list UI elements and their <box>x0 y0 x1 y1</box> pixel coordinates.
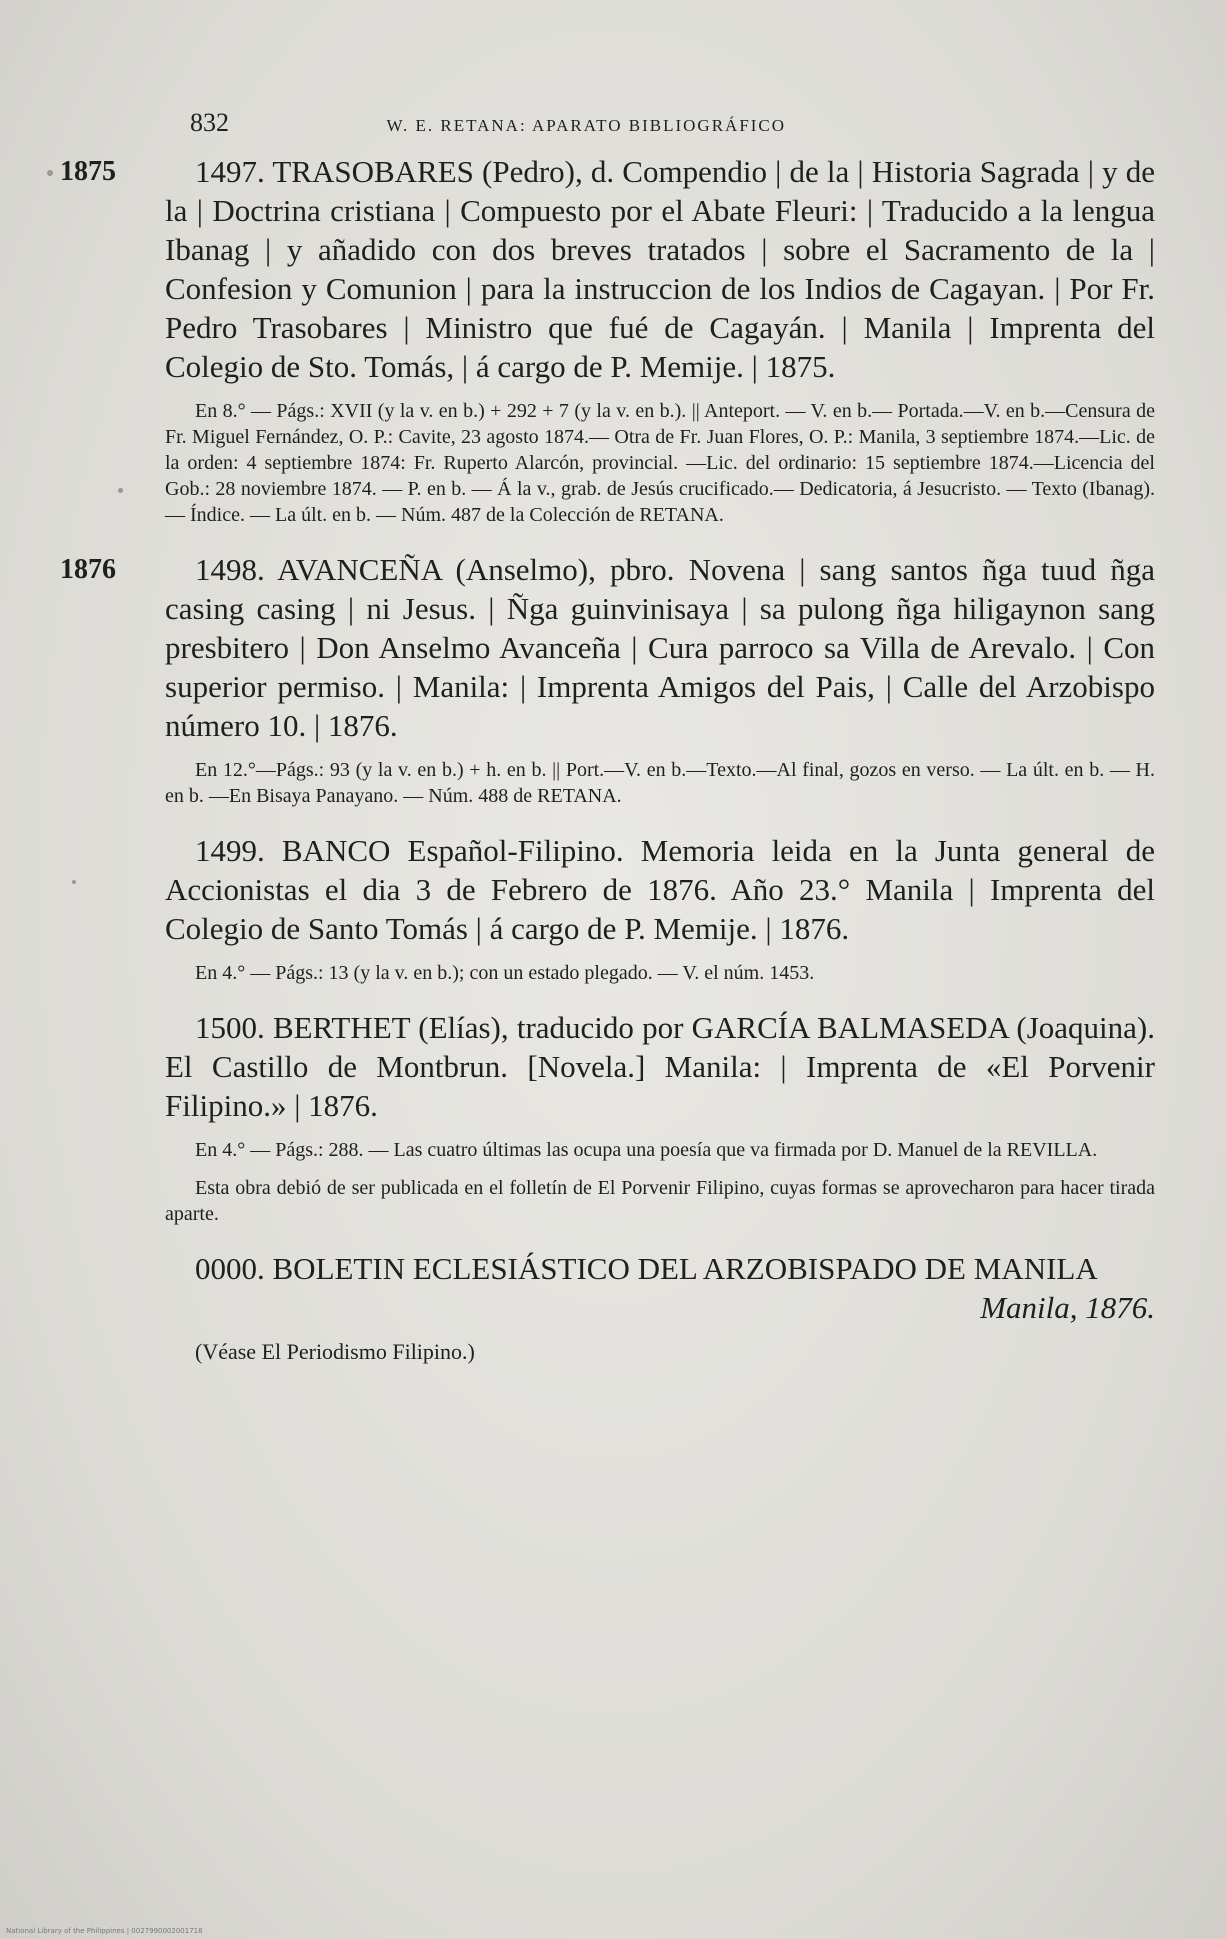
entry-note: Esta obra debió de ser publicada en el folletín de El Porvenir Filipino, cuyas formas se aprovecharon para hacer tirada aparte. <box>165 1177 1155 1225</box>
entry-1498 <box>60 550 1155 809</box>
page-number: 832 <box>190 108 229 137</box>
running-head <box>190 108 1150 138</box>
entry-main-text <box>165 831 1155 948</box>
bibliography-entries <box>60 152 1156 1387</box>
entry-note: En 4.° — Págs.: 288. — Las cuatro últimas las ocupa una poesía que va firmada por D. Manuel de la REVILLA. <box>195 1139 1098 1161</box>
see-also-note: (Véase El Periodismo Filipino.) <box>195 1339 475 1364</box>
entry-main-text <box>165 550 1155 745</box>
entry-number: 1497. <box>195 154 265 189</box>
entry-imprint: Manila, 1876. <box>980 1290 1155 1325</box>
library-stamp: National Library of the Philippines | 0027990002001718 <box>6 1927 203 1935</box>
entry-notes <box>165 398 1155 528</box>
entry-notes <box>165 757 1155 809</box>
entry-title: AVANCEÑA (Anselmo), pbro. Novena | sang santos ñga tuud ñga casing casing | ni Jesus. | Ñga guinvinisaya | sa pulong ñga hiligaynon sang presbitero | Don Anselmo Avanceña | Cura parroco sa Villa de Arevalo. | Con superior permiso. | Manila: | Imprenta Amigos del Pais, | Calle del Arzobispo número 10. | 1876. <box>165 552 1155 743</box>
entry-year: 1875 <box>60 156 116 187</box>
entry-number: 1500. <box>195 1010 265 1045</box>
paper-speck <box>72 880 76 884</box>
entry-title: BOLETIN ECLESIÁSTICO DEL ARZOBISPADO DE MANILA <box>272 1251 1098 1286</box>
entry-title: BANCO Español-Filipino. Memoria leida en la Junta general de Accionistas el dia 3 de Febrero de 1876. Año 23.° Manila | Imprenta del Colegio de Santo Tomás | á cargo de P. Memije. | 1876. <box>165 833 1156 946</box>
entry-title: BERTHET (Elías), traducido por GARCÍA BALMASEDA (Joaquina). El Castillo de Montbrun. [Novela.] Manila: | Imprenta de «El Porvenir Filipino.» | 1876. <box>165 1010 1156 1123</box>
entry-title: TRASOBARES (Pedro), d. Compendio | de la | Historia Sagrada | y de la | Doctrina cristiana | Compuesto por el Abate Fleuri: | Traducido a la lengua Ibanag | y añadido con dos breves tratados | sobre el Sacramento de la | Confesion y Comunion | para la instruccion de los Indios de Cagayan. | Por Fr. Pedro Trasobares | Ministro que fué de Cagayán. | Manila | Imprenta del Colegio de Sto. Tomás, | á cargo de P. Memije. | 1875. <box>165 154 1155 384</box>
entry-note: En 8.° — Págs.: XVII (y la v. en b.) + 292 + 7 (y la v. en b.). || Anteport. — V. en b.— Portada.—V. en b.—Censura de Fr. Miguel Fernández, O. P.: Cavite, 23 agosto 1874.— Otra de Fr. Juan Flores, O. P.: Manila, 3 septiembre 1874.—Lic. de la orden: 4 septiembre 1874: Fr. Ruperto Alarcón, provincial. —Lic. del ordinario: 15 septiembre 1874.—Licencia del Gob.: 28 noviembre 1874. — P. en b. — Á la v., grab. de Jesús crucificado.— Dedicatoria, á Jesucristo. — Texto (Ibanag). — Índice. — La últ. en b. — Núm. 487 de la Colección de RETANA. <box>165 400 1155 526</box>
entry-number: 1498. <box>195 552 265 587</box>
entry-boletin <box>165 1249 1155 1365</box>
entry-notes <box>165 1137 1155 1227</box>
entry-note: En 12.°—Págs.: 93 (y la v. en b.) + h. en b. || Port.—V. en b.—Texto.—Al final, gozos en verso. — La últ. en b. — H. en b. —En Bisaya Panayano. — Núm. 488 de RETANA. <box>165 759 1155 807</box>
running-title: W. E. RETANA: APARATO BIBLIOGRÁFICO <box>386 116 787 135</box>
entry-note: En 4.° — Págs.: 13 (y la v. en b.); con un estado plegado. — V. el núm. 1453. <box>195 962 815 984</box>
paper-speck <box>47 170 53 176</box>
entry-imprint-row <box>165 1288 1155 1327</box>
entry-1497 <box>60 152 1155 528</box>
entry-1499 <box>165 831 1155 986</box>
entry-main-text <box>165 152 1155 386</box>
paper-speck <box>118 488 123 493</box>
entry-number: 1499. <box>195 833 265 868</box>
entry-1500 <box>165 1008 1155 1227</box>
entry-number: 0000. <box>195 1251 265 1286</box>
entry-notes <box>165 960 1155 986</box>
entry-main-text <box>165 1249 1155 1288</box>
entry-year: 1876 <box>60 554 116 585</box>
entry-main-text <box>165 1008 1155 1125</box>
